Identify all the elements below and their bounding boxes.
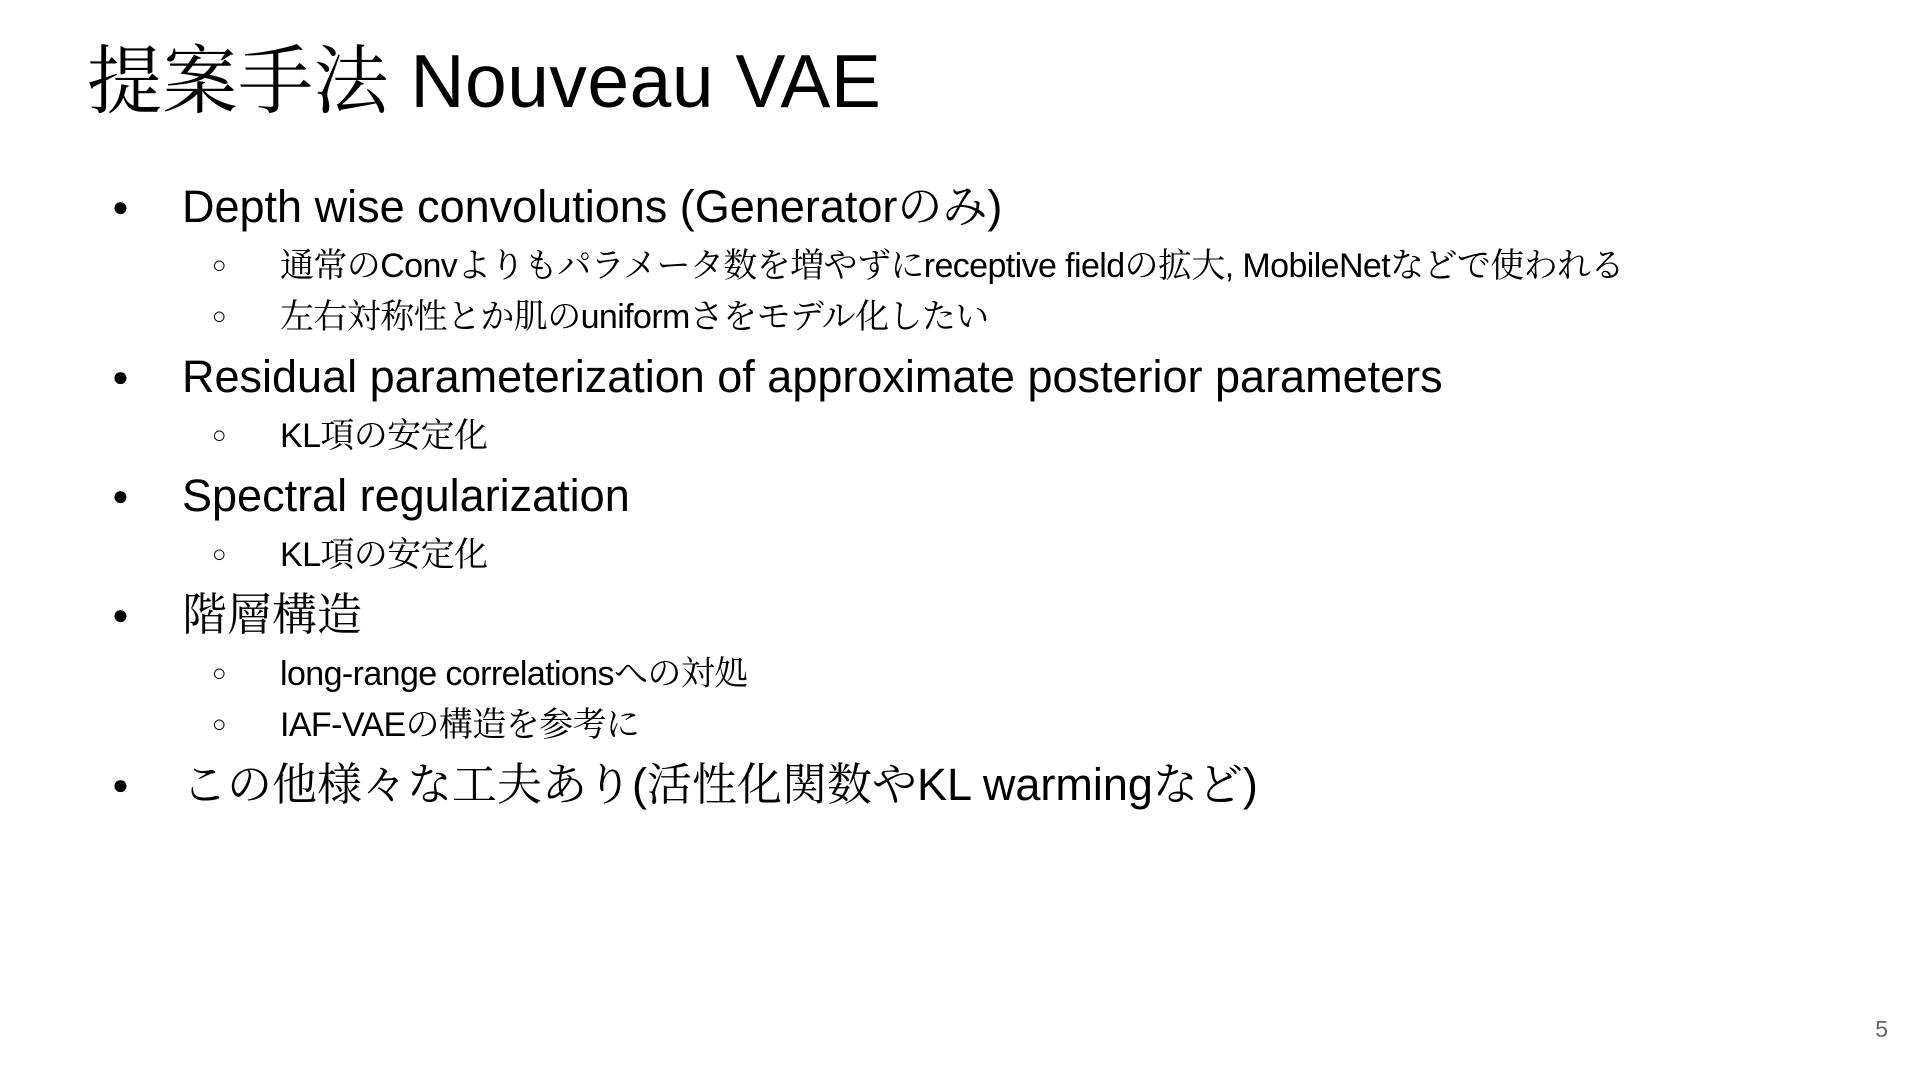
sub-bullet-marker: ○ <box>212 660 227 687</box>
sub-bullet-marker: ○ <box>212 422 227 449</box>
sub-bullet-marker: ○ <box>212 303 227 330</box>
bullet-text: Depth wise convolutions (Generatorのみ) <box>182 181 1003 232</box>
bullet-marker: ● <box>112 361 129 392</box>
sub-bullet-text: 左右対称性とか肌のuniformさをモデル化したい <box>280 298 989 336</box>
sub-bullet-text: long-range correlationsへの対処 <box>280 655 748 693</box>
bullet-marker: ● <box>112 599 129 630</box>
bullet-text: Residual parameterization of approximate posterior parameters <box>182 351 1443 402</box>
bullet-marker: ● <box>112 191 129 222</box>
bullet-marker: ● <box>112 480 129 511</box>
bullet-text: 階層構造 <box>182 589 363 640</box>
slide-title: 提案手法 Nouveau VAE <box>87 39 882 123</box>
sub-bullet-marker: ○ <box>212 252 227 279</box>
sub-bullet-marker: ○ <box>212 711 227 738</box>
sub-bullet-marker: ○ <box>212 541 227 568</box>
sub-bullet-text: IAF-VAEの構造を参考に <box>280 706 640 744</box>
sub-bullet-text: 通常のConvよりもパラメータ数を増やずにreceptive fieldの拡大, MobileNetなどで使われる <box>280 247 1624 285</box>
sub-bullet-text: KL項の安定化 <box>280 417 488 455</box>
bullet-text: この他様々な工夫あり(活性化関数やKL warmingなど) <box>182 759 1258 810</box>
bullet-marker: ● <box>112 769 129 800</box>
page-number: 5 <box>1875 1016 1888 1042</box>
sub-bullet-text: KL項の安定化 <box>280 536 488 574</box>
bullet-text: Spectral regularization <box>182 470 630 521</box>
